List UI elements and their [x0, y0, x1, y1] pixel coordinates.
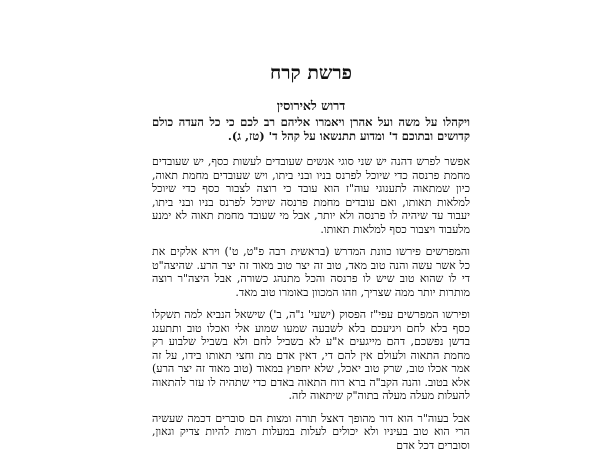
- page-title: פרשת קרח: [269, 62, 353, 84]
- paragraph-4: אבל בעוה"ר הוא דור מהופך דאצל תורה ומצות הם סוברים דכמה שעשיה הרי הוא טוב בעיניו ולא יכולים לעלות במעלות רמות להיות צדיק וגאון, וסוברים דכל אדם: [152, 411, 470, 452]
- section-subtitle: דרוש לאירוסין: [276, 98, 346, 113]
- verse-quote: ויקהלו על משה ועל אהרן ויאמרו אליהם רב לכם כי כל העדה כולם קדושים ובתוכם ד' ומדוע תתנשאו על קהל ד' (טז, ג).: [152, 115, 470, 143]
- document-page: [152, 62, 470, 461]
- paragraph-3: ופירשו המפרשים עפי"ז הפסוק (ישעי' נ"ה, ב') שישאל הנביא למה תשקלו כסף בלא לחם ויגיעכם בלא לשבעה שמעו שמוע אלי ואכלו טוב ותתענג בדשן נפשכם, דהם מייגעים א"ע לא בשביל לחם ולא בשביל שלבוע רק מחמת התאוה ולעולם אין להם די, דאין אדם מת וחצי תאותו בידו, על זה אמר אכלו טוב, שרק טוב יאכל, שלא יחפוץ במאוד (טוב מאוד זה יצר הרע) אלא בטוב. והנה הקב"ה ברא רוח התאוה באדם כדי שתהיה לו עזר להתאוה להעלות מעלה מעלה בתוה"ק שיתאוה לזה.: [152, 308, 470, 402]
- paragraph-1: אפשר לפרש דהנה יש שני סוגי אנשים שעובדים לעשות כסף, יש שעובדים מחמת פרנסה כדי שיוכל לפרנס בניו ובני ביתו, ויש שעובדים מחמת תאוה, כיון שמתאוה לתענוגי עוה"ז הוא עובד כי רוצה לצבור כסף כדי שיוכל למלאות תאותו, ואם עובדים מחמת פרנסה שיוכל לפרנס בניו ובני ביתו, יעבוד עד שיהיה לו פרנסה ולא יותר, אבל מי שעובד מחמת תאוה לא ימנע מלעבוד ויצבור כסף למלאות תאותו.: [152, 155, 470, 236]
- paragraph-2: והמפרשים פירשו כוונת המדרש (בראשית רבה פ"ט, ט') וירא אלקים את כל אשר עשה והנה טוב מאד, טוב זה יצר טוב מאוד זה יצר הרע. שהיצה"ט די לו שהוא טוב שיש לו פרנסה והכל מתנהג כשורה, אבל היצה"ר רוצה מותרות יותר ממה שצריך, וזהו המכוון באומרו טוב מאד.: [152, 245, 470, 299]
